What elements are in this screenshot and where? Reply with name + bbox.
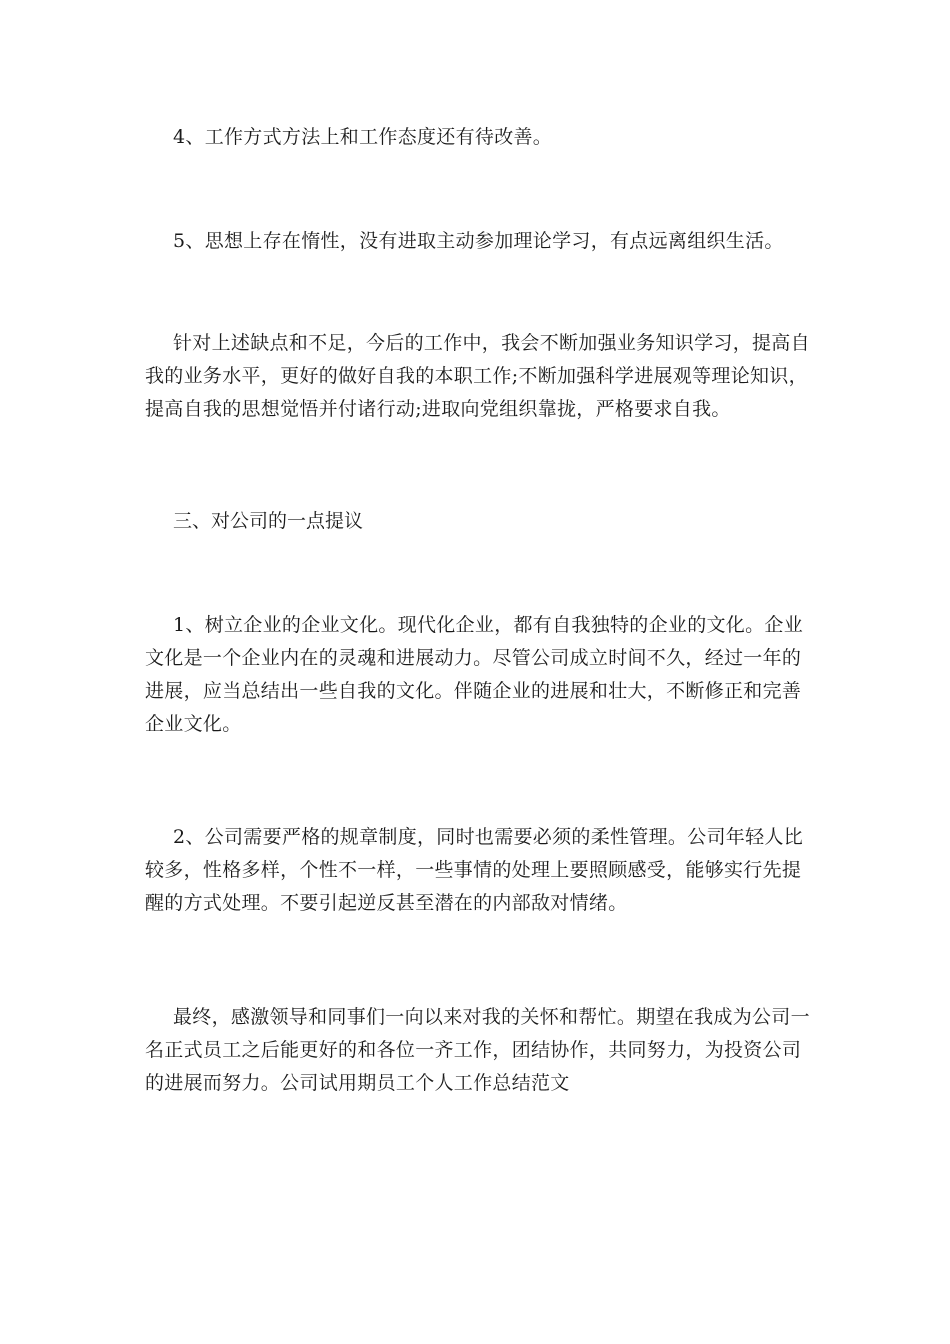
paragraph-item-5: 5、思想上存在惰性，没有进取主动参加理论学习，有点远离组织生活。 bbox=[173, 230, 784, 252]
paragraph-improvement-plan: 针对上述缺点和不足，今后的工作中，我会不断加强业务知识学习，提高自我的业务水平，更好的做好自我的本职工作;不断加强科学进展观等理论知识，提高自我的思想觉悟并付诸行动;进取向党组织靠拢，严格要求自我。 bbox=[145, 332, 810, 420]
section-heading-suggestions: 三、对公司的一点提议 bbox=[173, 510, 364, 532]
paragraph-item-4: 4、工作方式方法上和工作态度还有待改善。 bbox=[173, 126, 553, 148]
paragraph-suggestion-2: 2、公司需要严格的规章制度，同时也需要必须的柔性管理。公司年轻人比较多，性格多样，个性不一样，一些事情的处理上要照顾感受，能够实行先提醒的方式处理。不要引起逆反甚至潜在的内部敌对情绪。 bbox=[145, 826, 803, 914]
paragraph-suggestion-1: 1、树立企业的企业文化。现代化企业，都有自我独特的企业的文化。企业文化是一个企业内在的灵魂和进展动力。尽管公司成立时间不久，经过一年的进展，应当总结出一些自我的文化。伴随企业的进展和壮大，不断修正和完善企业文化。 bbox=[145, 614, 803, 735]
paragraph-closing: 最终，感激领导和同事们一向以来对我的关怀和帮忙。期望在我成为公司一名正式员工之后能更好的和各位一齐工作，团结协作，共同努力，为投资公司的进展而努力。公司试用期员工个人工作总结范文 bbox=[145, 1006, 810, 1094]
